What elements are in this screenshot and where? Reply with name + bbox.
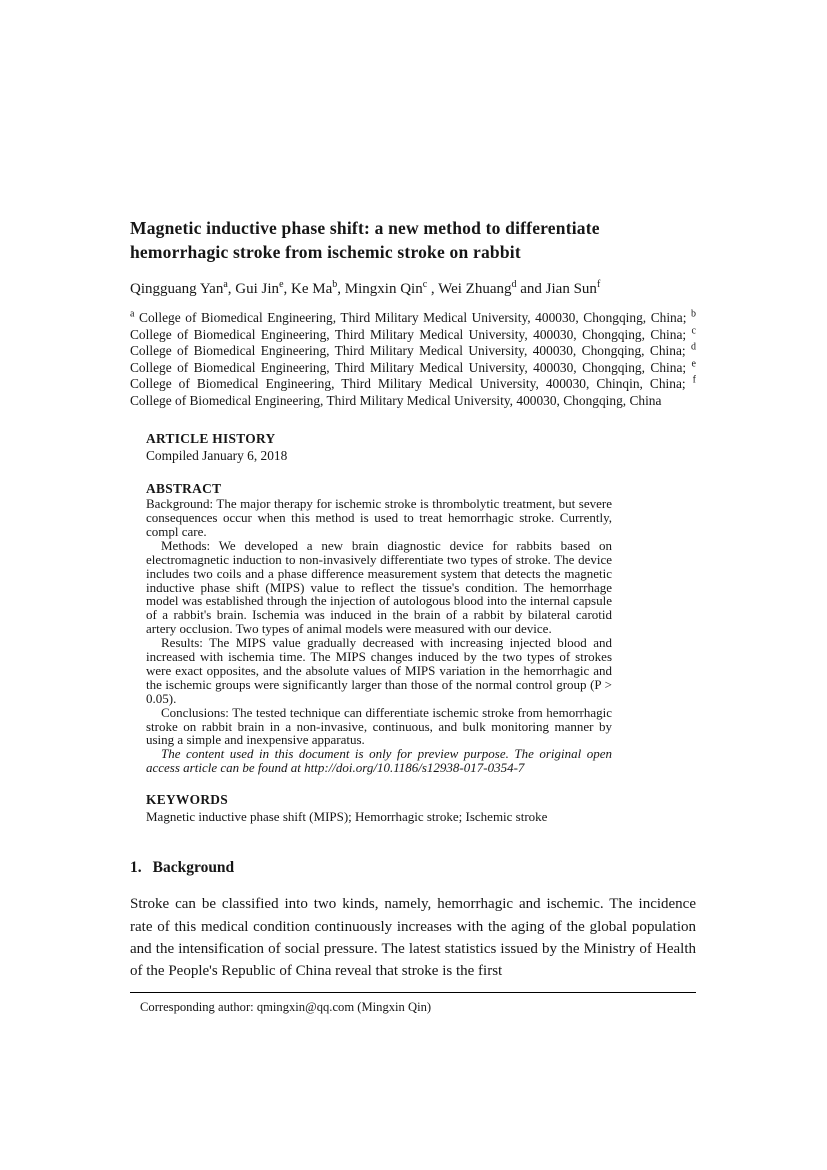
abstract-heading: ABSTRACT <box>146 481 222 497</box>
abstract-body <box>146 497 612 775</box>
affiliation-mark: e <box>691 358 696 370</box>
author-affiliation-mark: b <box>332 279 338 290</box>
abstract-preview-note: The content used in this document is only for preview purpose. The original open access article can be found at http://doi.org/10.1186/s12938-017-0354-7 <box>146 746 612 776</box>
author-affiliation-mark: e <box>279 279 284 290</box>
affiliation-mark: d <box>691 341 696 353</box>
affiliations: $^a$ College of Biomedical Engineering, Third Military Medical University, 400030, Chongqing, China; $^b$ College of Biomedical Engineering, Third Military Medical University, 400030, Chongqing, China; $^c$ College of Biomedical Engineering, Third Military Medical University, 400030, Chongqing, China; $^d$ College of Biomedical Engineering, Third Military Medical University, 400030, Chongqing, China; $^e$ College of Biomedical Engineering, Third Military Medical University, 400030, Chinqin, China; $^f$ College of Biomedical Engineering, Third Military Medical University, 400030, Chongqing, China <box>130 308 696 408</box>
author-name: Ke Ma <box>291 281 333 297</box>
affiliation-mark: a <box>130 308 135 320</box>
body-paragraph: Stroke can be classified into two kinds, namely, hemorrhagic and ischemic. The incidence rate of this medical condition continuously increases with the aging of the global population and the intensification of social pressure. The latest statistics issued by the Ministry of Health of the People's Republic of China reveal that stroke is the first <box>130 896 696 980</box>
abstract-paragraph-conclusions: Conclusions: The tested technique can differentiate ischemic stroke from hemorrhagic stroke on rabbit brain in a non-invasive, continuous, and bulk monitoring manner by using a simple and inexpensive apparatus. <box>146 704 612 748</box>
section-number: 1. <box>130 859 142 877</box>
affiliation-mark: f <box>692 374 696 386</box>
abstract-paragraph-methods: Methods: We developed a new brain diagnostic device for rabbits based on electromagnetic induction to non-invasively differentiate two types of stroke. The device includes two coils and a phase difference measurement system that detects the magnetic inductive phase shift (MIPS) value to reflect the tissue's condition. The hemorrhage model was established through the injection of autologous blood into the internal capsule of a rabbit's brain. Ischemia was induced in the brain of a rabbit by bilateral carotid artery occlusion. Two types of animal models were measured with our device. <box>146 537 612 637</box>
keywords-text: Magnetic inductive phase shift (MIPS); Hemorrhagic stroke; Ischemic stroke <box>146 809 548 825</box>
author-affiliation-mark: c <box>422 279 428 290</box>
paper-title: Magnetic inductive phase shift: a new method to differentiate hemorrhagic stroke from ischemic stroke on rabbit <box>130 218 600 262</box>
author-name: Wei Zhuang <box>438 281 512 297</box>
front-matter <box>146 431 612 826</box>
abstract-paragraph-results: Results: The MIPS value gradually decreased with increasing injected blood and increased with ischemia time. The MIPS changes induced by the two types of strokes were exact opposites, and the absolute values of MIPS variation in the hemorrhagic and the ischemic groups were significantly larger than those of the normal control group (P > 0.05). <box>146 635 612 706</box>
author-name: Gui Jin <box>235 281 280 297</box>
corresponding-author: Corresponding author: qmingxin@qq.com (Mingxin Qin) <box>140 1000 432 1014</box>
keywords-heading: KEYWORDS <box>146 792 229 808</box>
author-name: Mingxin Qin <box>344 281 423 297</box>
affiliation-mark: c <box>691 325 696 337</box>
article-history-heading: ARTICLE HISTORY <box>146 430 276 446</box>
author-affiliation-mark: d <box>511 279 517 290</box>
author-line: Qingguang Yan$^a$, Gui Jin$^e$, Ke Ma$^b$, Mingxin Qin$^c$ , Wei Zhuang$^d$ and Jian Sun$^f$ <box>130 279 601 297</box>
author-affiliation-mark: a <box>223 279 228 290</box>
affiliation-mark: b <box>691 308 696 320</box>
author-name: Jian Sun <box>545 281 597 297</box>
page-content <box>130 217 696 983</box>
footnote-area <box>130 992 696 1015</box>
abstract-paragraph-background: Background: The major therapy for ischemic stroke is thrombolytic treatment, but severe consequences occur when this method is used to treat hemorrhagic stroke. Currently, compl care. <box>146 496 612 539</box>
section-heading-background <box>130 859 696 877</box>
section-title: Background <box>152 859 235 877</box>
article-history-date: Compiled January 6, 2018 <box>146 447 288 463</box>
author-affiliation-mark: f <box>596 279 601 290</box>
author-name: Qingguang Yan <box>130 281 224 297</box>
